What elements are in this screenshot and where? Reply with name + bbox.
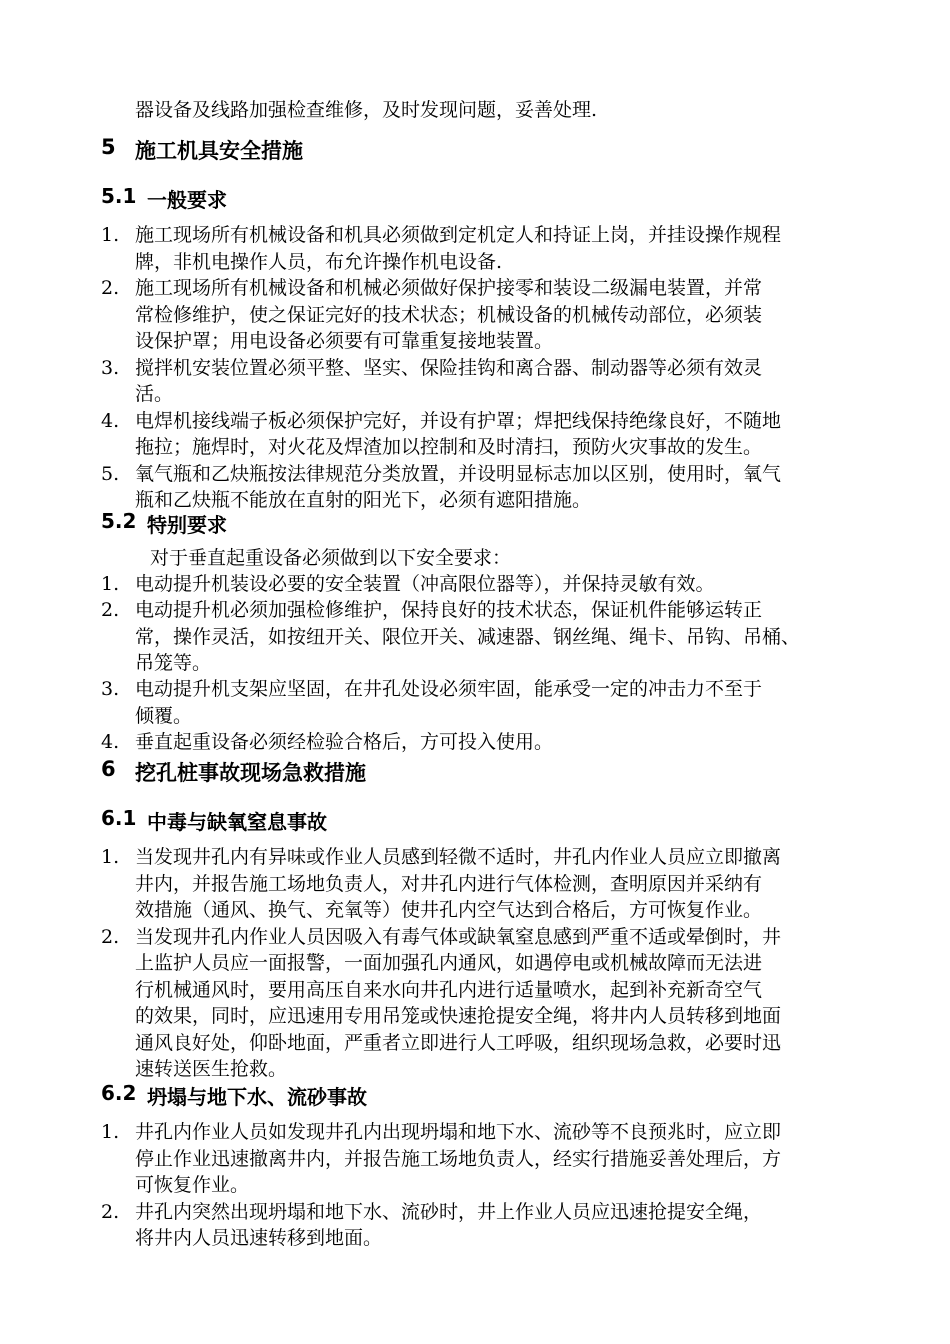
list-item-line: 牌，非机电操作人员，布允许操作机电设备.	[135, 250, 503, 273]
list-item-line: 当发现井孔内有异味或作业人员感到轻微不适时，井孔内作业人员应立即撤离	[135, 846, 782, 868]
list-item-line: 效措施（通风、换气、充氧等）使井孔内空气达到合格后，方可恢复作业。	[135, 899, 763, 921]
list-item-line: 电动提升机必须加强检修维护，保持良好的技术状态，保证机件能够运转正	[135, 599, 763, 622]
list-item-line: 将井内人员迅速转移到地面。	[135, 1227, 383, 1249]
list-item-number: 3.	[101, 678, 120, 701]
list-item-line: 井内，并报告施工场地负责人，对井孔内进行气体检测，查明原因并采纳有	[135, 872, 763, 895]
list-item-line: 电动提升机支架应坚固，在井孔处设必须牢固，能承受一定的冲击力不至于	[135, 678, 763, 701]
section-5-2-number: 5.2	[101, 509, 137, 533]
list-item-line: 设保护罩；用电设备必须要有可靠重复接地装置。	[135, 330, 554, 352]
list-item-line: 瓶和乙炔瓶不能放在直射的阳光下，必须有遮阳措施。	[135, 489, 592, 511]
list-item-line: 常，操作灵活，如按纽开关、限位开关、减速器、钢丝绳、绳卡、吊钩、吊桶、	[135, 625, 801, 648]
section-6-title: 挖孔桩事故现场急救措施	[135, 761, 366, 785]
list-item-line: 通风良好处，仰卧地面，严重者立即进行人工呼吸，组织现场急救，必要时迅	[135, 1031, 782, 1054]
list-item-number: 4.	[101, 409, 120, 432]
list-item-line: 倾覆。	[135, 704, 193, 727]
section-5-number: 5	[101, 135, 116, 159]
list-item-line: 井孔内作业人员如发现井孔内出现坍塌和地下水、流砂等不良预兆时，应立即	[135, 1121, 782, 1143]
list-item-line: 当发现井孔内作业人员因吸入有毒气体或缺氧窒息感到严重不适或晕倒时，井	[135, 925, 782, 948]
section-6-number: 6	[101, 757, 116, 781]
section-6-1-number: 6.1	[101, 806, 137, 830]
list-item-line: 施工现场所有机械设备和机械必须做好保护接零和装设二级漏电装置，并常	[135, 277, 763, 299]
list-item-line: 吊笼等。	[135, 651, 212, 674]
list-item-number: 2.	[101, 1200, 120, 1223]
list-item-line: 垂直起重设备必须经检验合格后，方可投入使用。	[135, 730, 554, 753]
list-item-line: 搅拌机安装位置必须平整、坚实、保险挂钩和离合器、制动器等必须有效灵	[135, 356, 763, 379]
list-item-line: 电动提升机装设必要的安全装置（冲高限位器等），并保持灵敏有效。	[135, 573, 715, 595]
list-item-line: 施工现场所有机械设备和机具必须做到定机定人和持证上岗，并挂设操作规程	[135, 224, 782, 246]
list-item-line: 可恢复作业。	[135, 1174, 250, 1196]
section-6-1-title: 中毒与缺氧窒息事故	[147, 810, 327, 834]
section-5-1-number: 5.1	[101, 184, 137, 208]
list-item-number: 2.	[101, 599, 120, 622]
list-item-number: 4.	[101, 730, 120, 753]
section-6-2-number: 6.2	[101, 1081, 137, 1105]
section-5-1-title: 一般要求	[147, 188, 227, 212]
list-item-line: 活。	[135, 383, 174, 405]
list-item-line: 速转送医生抢救。	[135, 1058, 288, 1080]
section-5-title: 施工机具安全措施	[135, 139, 303, 163]
list-item-line: 上监护人员应一面报警，一面加强孔内通风，如遇停电或机械故障而无法进	[135, 952, 763, 974]
list-item-number: 2.	[101, 925, 120, 948]
list-item-number: 1.	[101, 1121, 120, 1143]
list-item-line: 拖拉；施焊时，对火花及焊渣加以控制和及时清扫，预防火灾事故的发生。	[135, 436, 763, 458]
list-item-line: 的效果，同时，应迅速用专用吊笼或快速抢提安全绳，将井内人员转移到地面	[135, 1005, 782, 1027]
list-item-line: 行机械通风时，要用高压自来水向井孔内进行适量喷水，起到补充新奇空气	[135, 978, 763, 1001]
section-5-2-intro: 对于垂直起重设备必须做到以下安全要求：	[150, 547, 512, 569]
list-item-line: 氧气瓶和乙炔瓶按法律规范分类放置，并设明显标志加以区别，使用时，氧气	[135, 462, 782, 485]
list-item-line: 电焊机接线端子板必须保护完好，并设有护罩；焊把线保持绝缘良好，不随地	[135, 409, 782, 432]
list-item-number: 1.	[101, 846, 120, 868]
list-item-number: 2.	[101, 277, 120, 299]
intro-line: 器设备及线路加强检查维修，及时发现问题，妥善处理.	[135, 99, 598, 121]
list-item-line: 井孔内突然出现坍塌和地下水、流砂时，井上作业人员应迅速抢提安全绳，	[135, 1200, 763, 1223]
list-item-number: 3.	[101, 356, 120, 379]
section-6-2-title: 坍塌与地下水、流砂事故	[147, 1085, 367, 1109]
list-item-line: 停止作业迅速撤离井内，并报告施工场地负责人，经实行措施妥善处理后，方	[135, 1147, 782, 1170]
list-item-line: 常检修维护，使之保证完好的技术状态；机械设备的机械传动部位，必须装	[135, 303, 763, 326]
section-5-2-title: 特别要求	[147, 513, 227, 537]
list-item-number: 5.	[101, 462, 120, 485]
list-item-number: 1.	[101, 573, 120, 595]
list-item-number: 1.	[101, 224, 120, 246]
